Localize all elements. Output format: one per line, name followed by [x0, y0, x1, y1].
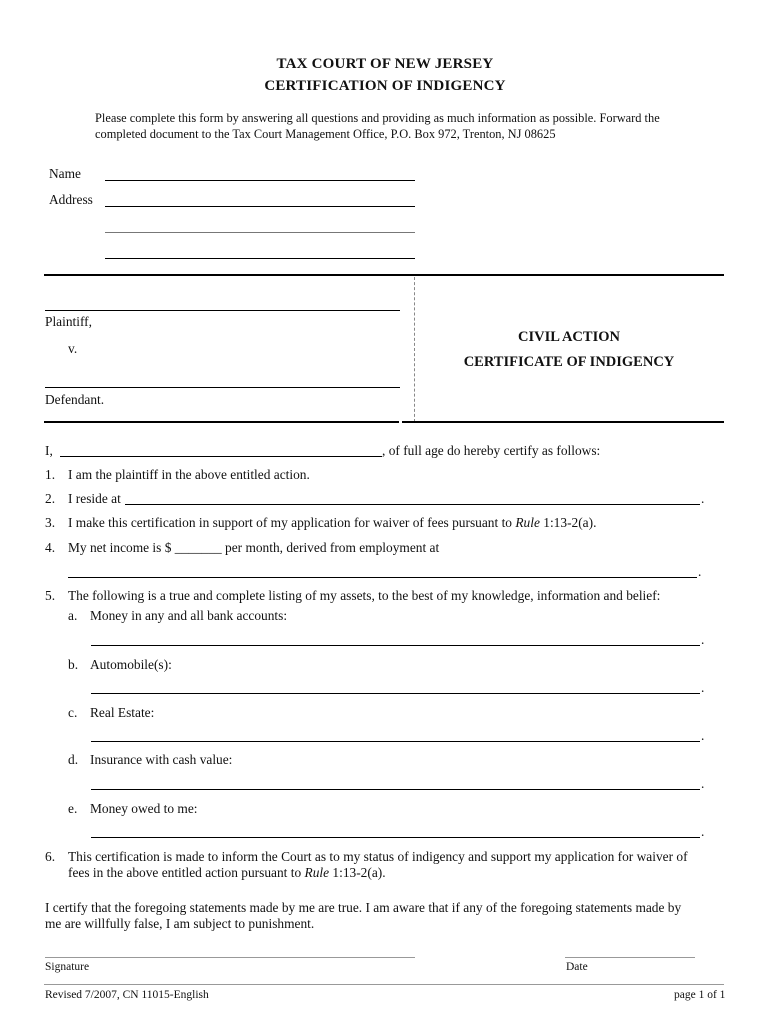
asset-d-letter: d. — [68, 752, 79, 767]
revision-note: Revised 7/2007, CN 11015-English — [45, 989, 209, 1001]
defendant-field[interactable] — [45, 387, 400, 388]
form-title: TAX COURT OF NEW JERSEY — [276, 56, 494, 72]
employment-field[interactable] — [68, 577, 697, 578]
asset-a-period: . — [701, 632, 705, 647]
footer-rule — [44, 984, 724, 985]
asset-d-period: . — [701, 776, 705, 791]
address-field-line-1[interactable] — [105, 206, 415, 207]
address-field-line-2[interactable] — [105, 232, 415, 233]
asset-a-letter: a. — [68, 608, 78, 623]
item-3-text — [68, 515, 596, 531]
item-1-text: I am the plaintiff in the above entitled action. — [68, 467, 310, 482]
item-4-text — [68, 540, 439, 556]
asset-b-field[interactable] — [91, 693, 700, 694]
asset-e-letter: e. — [68, 801, 78, 816]
asset-a-field[interactable] — [91, 645, 700, 646]
plaintiff-field[interactable] — [45, 310, 400, 311]
item-4-suffix: per month, derived from employment at — [225, 540, 440, 555]
intro-prefix: I, — [45, 443, 53, 458]
item-6-line-1: This certification is made to inform the Court as to my status of indigency and support my application for waiver of — [68, 849, 688, 864]
asset-c-field[interactable] — [91, 741, 700, 742]
asset-c-letter: c. — [68, 705, 78, 720]
certify-line-2: me are willfully false, I am subject to punishment. — [45, 916, 315, 931]
asset-e-label: Money owed to me: — [90, 801, 198, 816]
item-6-prefix: fees in the above entitled action pursuant to — [68, 865, 302, 880]
name-label: Name — [49, 166, 81, 181]
instructions-line-1: Please complete this form by answering all questions and providing as much information as possible. Forward the — [95, 111, 660, 125]
item-4-period: . — [698, 564, 702, 579]
signature-field[interactable] — [45, 957, 415, 958]
net-income-field[interactable]: _______ — [174, 540, 222, 555]
item-3-prefix: I make this certification in support of my application for waiver of fees pursuant to — [68, 515, 512, 530]
item-3-suffix: 1:13-2(a). — [543, 515, 597, 530]
asset-c-period: . — [701, 728, 705, 743]
item-5-text: The following is a true and complete listing of my assets, to the best of my knowledge, information and belief: — [68, 588, 661, 603]
intro-suffix: , of full age do hereby certify as follows: — [382, 443, 601, 458]
instructions-line-2: completed document to the Tax Court Management Office, P.O. Box 972, Trenton, NJ 08625 — [95, 127, 556, 141]
certify-line-1: I certify that the foregoing statements made by me are true. I am aware that if any of the foregoing statements made by — [45, 900, 682, 915]
item-6-rule: Rule — [304, 865, 330, 880]
caption-divider — [414, 277, 415, 422]
residence-field[interactable] — [125, 504, 700, 505]
form-subtitle: CERTIFICATION OF INDIGENCY — [264, 78, 506, 94]
plaintiff-label: Plaintiff, — [45, 314, 92, 329]
certificate-heading: CERTIFICATE OF INDIGENCY — [463, 354, 675, 370]
asset-b-letter: b. — [68, 657, 79, 672]
item-6-line-2 — [68, 865, 386, 881]
signature-label: Signature — [45, 961, 90, 973]
asset-b-label: Automobile(s): — [90, 657, 172, 672]
address-label: Address — [49, 192, 93, 207]
civil-action-heading: CIVIL ACTION — [518, 329, 620, 345]
date-label: Date — [566, 961, 588, 973]
asset-e-field[interactable] — [91, 837, 700, 838]
page-number: page 1 of 1 — [674, 989, 726, 1001]
item-2-text: I reside at — [68, 491, 121, 506]
item-2-period: . — [701, 491, 705, 506]
item-4-prefix: My net income is $ — [68, 540, 172, 555]
item-4-number: 4. — [45, 540, 56, 555]
item-6-number: 6. — [45, 849, 56, 864]
defendant-label: Defendant. — [45, 392, 105, 407]
date-field[interactable] — [565, 957, 695, 958]
name-field[interactable] — [105, 180, 415, 181]
item-2-number: 2. — [45, 491, 56, 506]
item-1-number: 1. — [45, 467, 56, 482]
caption-bottom-rule-left — [44, 421, 399, 423]
item-6-suffix: 1:13-2(a). — [332, 865, 386, 880]
asset-c-label: Real Estate: — [90, 705, 155, 720]
caption-top-rule — [44, 274, 724, 276]
asset-a-label: Money in any and all bank accounts: — [90, 608, 288, 623]
address-field-line-3[interactable] — [105, 258, 415, 259]
item-3-rule: Rule — [515, 515, 540, 530]
asset-d-label: Insurance with cash value: — [90, 752, 233, 767]
asset-e-period: . — [701, 824, 705, 839]
asset-d-field[interactable] — [91, 789, 700, 790]
versus-label: v. — [68, 341, 78, 356]
item-3-number: 3. — [45, 515, 56, 530]
caption-bottom-rule-right — [402, 421, 724, 423]
certifier-name-field[interactable] — [60, 456, 382, 457]
item-5-number: 5. — [45, 588, 56, 603]
asset-b-period: . — [701, 680, 705, 695]
